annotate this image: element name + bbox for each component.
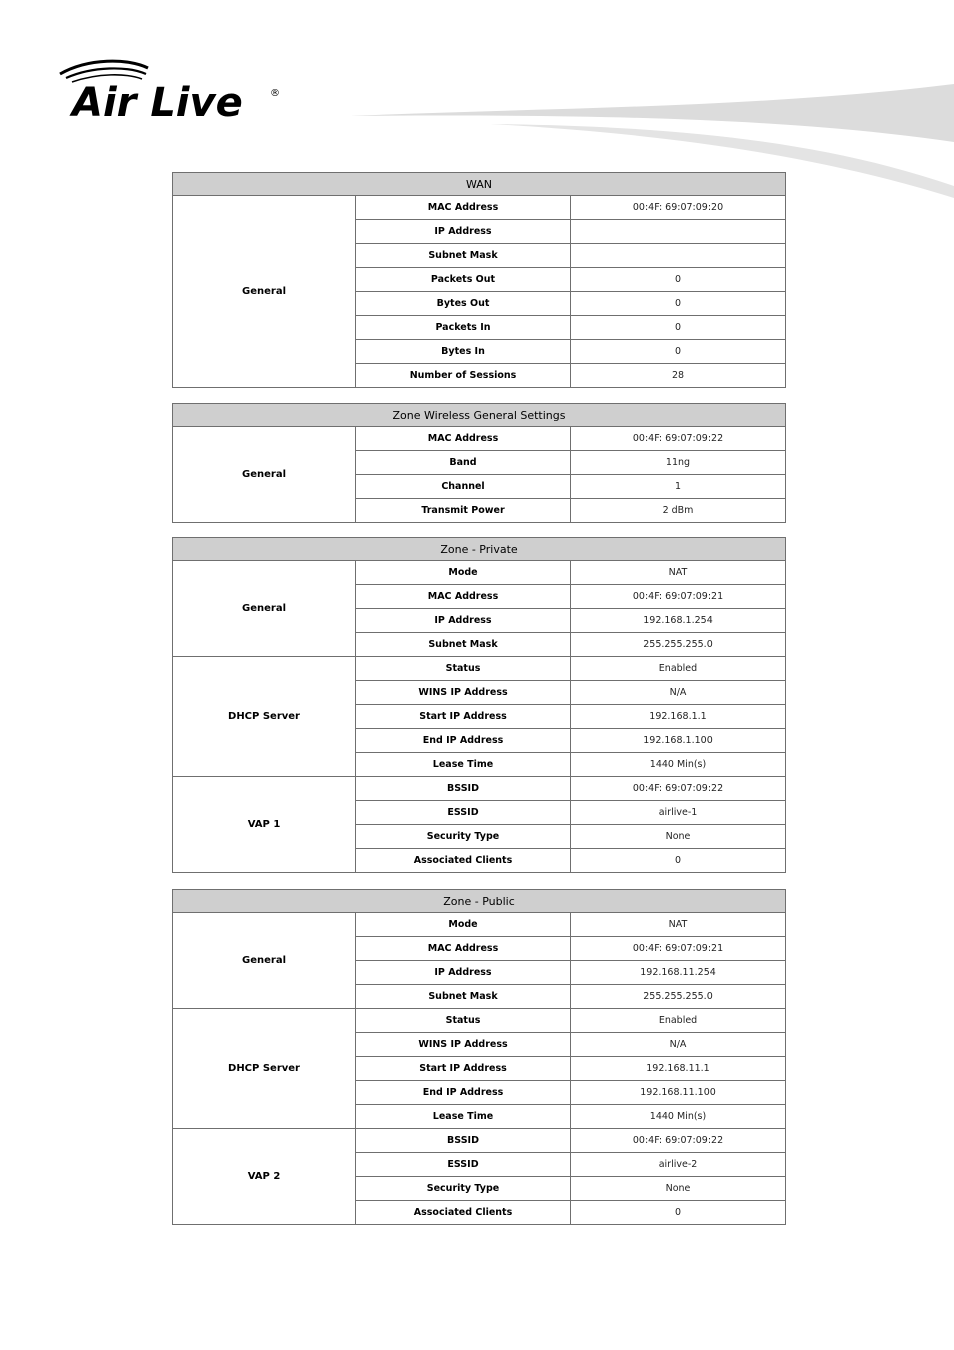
table-row [173, 196, 786, 220]
field-label: Lease Time [356, 1105, 571, 1129]
field-label: MAC Address [356, 585, 571, 609]
group-label: General [173, 427, 356, 523]
field-value: 1440 Min(s) [571, 1105, 786, 1129]
field-value: 0 [571, 268, 786, 292]
table-row [173, 561, 786, 585]
field-value: 192.168.11.1 [571, 1057, 786, 1081]
group-label: General [173, 561, 356, 657]
section-title: WAN [173, 173, 786, 196]
field-label: Bytes Out [356, 292, 571, 316]
field-label: Packets In [356, 316, 571, 340]
field-value: 0 [571, 340, 786, 364]
field-label: Status [356, 1009, 571, 1033]
group-label: General [173, 913, 356, 1009]
field-value: airlive-2 [571, 1153, 786, 1177]
field-label: End IP Address [356, 729, 571, 753]
field-value: 00:4F: 69:07:09:21 [571, 585, 786, 609]
field-value: 255.255.255.0 [571, 633, 786, 657]
field-label: MAC Address [356, 196, 571, 220]
field-label: Security Type [356, 1177, 571, 1201]
field-value: 00:4F: 69:07:09:20 [571, 196, 786, 220]
field-value: 2 dBm [571, 499, 786, 523]
field-value: 1440 Min(s) [571, 753, 786, 777]
table-row [173, 1009, 786, 1033]
field-value [571, 244, 786, 268]
field-label: Subnet Mask [356, 985, 571, 1009]
field-value [571, 220, 786, 244]
table-row [173, 913, 786, 937]
field-value: 192.168.11.254 [571, 961, 786, 985]
table-row [173, 1129, 786, 1153]
field-label: BSSID [356, 1129, 571, 1153]
field-value: 28 [571, 364, 786, 388]
field-label: Start IP Address [356, 705, 571, 729]
field-value: 1 [571, 475, 786, 499]
field-value: 11ng [571, 451, 786, 475]
field-label: BSSID [356, 777, 571, 801]
section-title: Zone - Private [173, 538, 786, 561]
field-value: 0 [571, 316, 786, 340]
field-value: 192.168.1.254 [571, 609, 786, 633]
zone-private-table [172, 537, 786, 873]
wan-table [172, 172, 786, 388]
field-label: MAC Address [356, 427, 571, 451]
field-label: Subnet Mask [356, 244, 571, 268]
logo-text: Air Live [72, 80, 243, 126]
zone-wireless-table [172, 403, 786, 523]
field-value: 192.168.1.100 [571, 729, 786, 753]
field-label: IP Address [356, 961, 571, 985]
field-value: 00:4F: 69:07:09:22 [571, 1129, 786, 1153]
field-label: Lease Time [356, 753, 571, 777]
field-label: Associated Clients [356, 849, 571, 873]
field-label: IP Address [356, 220, 571, 244]
field-value: Enabled [571, 657, 786, 681]
field-label: Bytes In [356, 340, 571, 364]
field-value: None [571, 825, 786, 849]
zone-public-table [172, 889, 786, 1225]
field-label: Mode [356, 913, 571, 937]
field-label: Number of Sessions [356, 364, 571, 388]
field-value: None [571, 1177, 786, 1201]
group-label: DHCP Server [173, 1009, 356, 1129]
field-label: ESSID [356, 801, 571, 825]
field-value: 255.255.255.0 [571, 985, 786, 1009]
field-label: Status [356, 657, 571, 681]
field-label: Subnet Mask [356, 633, 571, 657]
field-value: airlive-1 [571, 801, 786, 825]
field-label: End IP Address [356, 1081, 571, 1105]
field-label: Security Type [356, 825, 571, 849]
field-value: Enabled [571, 1009, 786, 1033]
field-label: ESSID [356, 1153, 571, 1177]
table-row [173, 777, 786, 801]
field-label: Start IP Address [356, 1057, 571, 1081]
field-value: 192.168.1.1 [571, 705, 786, 729]
field-label: WINS IP Address [356, 681, 571, 705]
field-label: Channel [356, 475, 571, 499]
field-value: 00:4F: 69:07:09:22 [571, 427, 786, 451]
table-row [173, 657, 786, 681]
logo-swoosh-icon [60, 61, 148, 74]
group-label: General [173, 196, 356, 388]
field-label: IP Address [356, 609, 571, 633]
field-value: 0 [571, 1201, 786, 1225]
field-label: MAC Address [356, 937, 571, 961]
airlive-logo [58, 56, 288, 126]
group-label: DHCP Server [173, 657, 356, 777]
field-label: Mode [356, 561, 571, 585]
field-label: Band [356, 451, 571, 475]
section-title: Zone Wireless General Settings [173, 404, 786, 427]
field-value: NAT [571, 913, 786, 937]
field-value: N/A [571, 1033, 786, 1057]
logo-registered: ® [270, 88, 280, 99]
field-value: 192.168.11.100 [571, 1081, 786, 1105]
field-value: 0 [571, 292, 786, 316]
field-value: 00:4F: 69:07:09:22 [571, 777, 786, 801]
group-label: VAP 2 [173, 1129, 356, 1225]
field-label: Associated Clients [356, 1201, 571, 1225]
field-label: WINS IP Address [356, 1033, 571, 1057]
field-value: 0 [571, 849, 786, 873]
field-value: NAT [571, 561, 786, 585]
section-title: Zone - Public [173, 890, 786, 913]
field-value: N/A [571, 681, 786, 705]
table-row [173, 427, 786, 451]
field-label: Transmit Power [356, 499, 571, 523]
field-value: 00:4F: 69:07:09:21 [571, 937, 786, 961]
group-label: VAP 1 [173, 777, 356, 873]
field-label: Packets Out [356, 268, 571, 292]
